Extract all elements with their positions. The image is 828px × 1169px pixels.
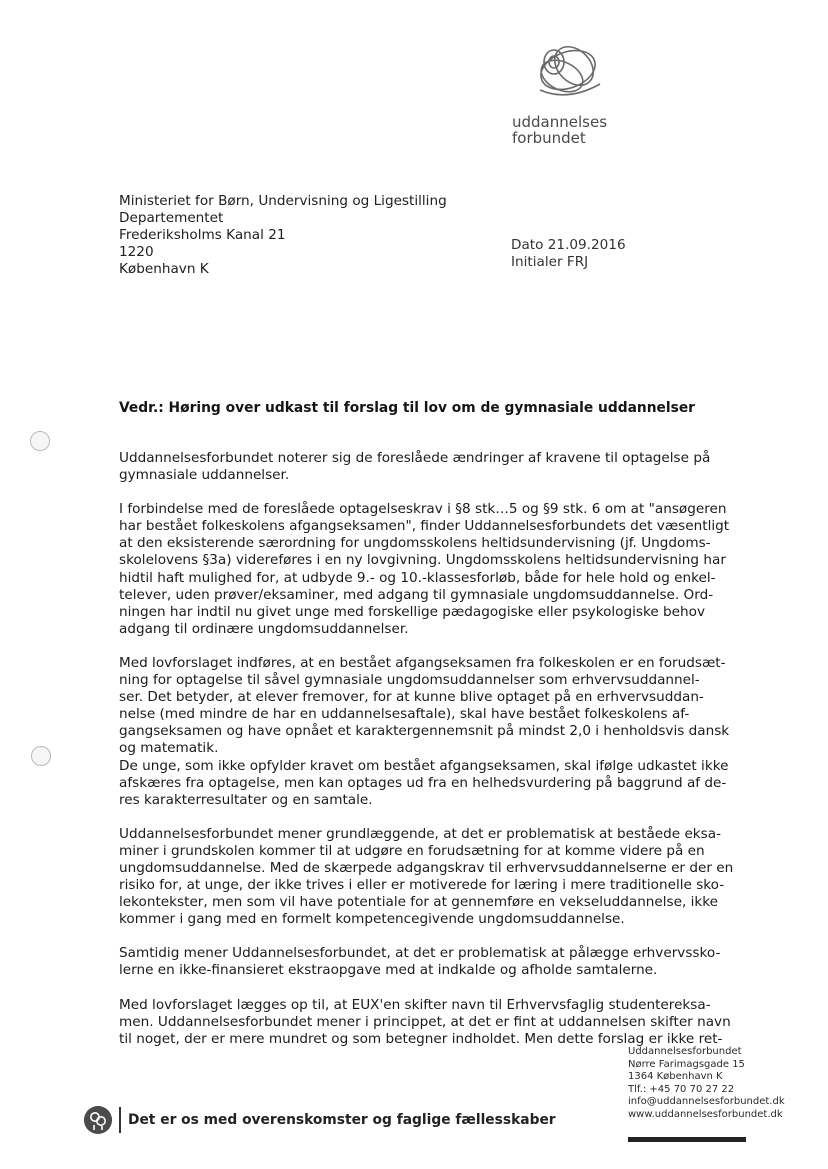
text-line: gymnasiale uddannelser.	[119, 467, 290, 484]
text-line: gangseksamen og have opnået et karaktergennemsnit på mindst 2,0 i henholdsvis dansk	[119, 723, 730, 740]
paragraph-7	[119, 997, 731, 1048]
address-line: 1220	[119, 244, 154, 260]
text-line: ningen har indtil nu givet unge med forskellige pædagogiske eller psykologiske behov	[119, 603, 706, 620]
text-line: lekontekster, men som vil have potentiale for at gennemføre en vekseluddannelse, ikke	[119, 894, 719, 911]
footer-web[interactable]: www.uddannelsesforbundet.dk	[628, 1108, 783, 1120]
text-line: telever, uden prøver/eksaminer, med adgang til gymnasiale ungdomsuddannelse. Ord-	[119, 586, 714, 603]
text-line: risiko for, at unge, der ikke trives i eller er motiverede for læring i mere traditionelle sko-	[119, 877, 725, 894]
text-line: hidtil haft mulighed for, at udbyde 9.- og 10.-klassesforløb, både for hele hold og enkel-	[119, 569, 716, 586]
text-line: Uddannelsesforbundet mener grundlæggende, at det er problematisk at beståede eksa-	[119, 825, 722, 842]
text-line: adgang til ordinære ungdomsuddannelser.	[119, 620, 409, 637]
text-line: har bestået folkeskolens afgangseksamen", finder Uddannelsesforbundets det væsentligt	[119, 518, 730, 535]
punch-hole-icon	[31, 746, 51, 766]
text-line: til noget, der er mere mundret og som betegner indholdet. Men dette forslag er ikke ret-	[119, 1030, 723, 1047]
text-line: afskæres fra optagelse, men kan optages ud fra en helhedsvurdering på baggrund af de-	[119, 774, 727, 791]
logo-wordmark	[512, 114, 607, 146]
text-line: ungdomsuddannelse. Med de skærpede adgangskrav til erhvervsuddannelserne er der en	[119, 859, 734, 876]
text-line: ning for optagelse til såvel gymnasiale ungdomsuddannelser som erhvervsuddannel-	[119, 672, 700, 689]
text-line: skolelovens §3a) videreføres i en ny lovgivning. Ungdomsskolens heltidsundervisning har	[119, 552, 726, 569]
footer-divider	[628, 1137, 746, 1142]
text-line: lerne en ikke-finansieret ekstraopgave med at indkalde og afholde samtalerne.	[119, 962, 658, 979]
footer-street: Nørre Farimagsgade 15	[628, 1058, 745, 1070]
text-line: Med lovforslaget indføres, at en bestået afgangseksamen fra folkeskolen er en forudsæt-	[119, 654, 726, 671]
text-line: De unge, som ikke opfylder kravet om bestået afgangseksamen, skal ifølge udkastet ikke	[119, 757, 729, 774]
address-line: Ministeriet for Børn, Undervisning og Ligestilling	[119, 193, 447, 209]
footer-slogan: Det er os med overenskomster og faglige fællesskaber	[128, 1112, 556, 1128]
slogan-divider	[119, 1107, 121, 1133]
address-line: Frederiksholms Kanal 21	[119, 227, 286, 243]
logo-line-2: forbundet	[512, 129, 586, 147]
paragraph-5	[119, 825, 734, 929]
footer-email[interactable]: info@uddannelsesforbundet.dk	[628, 1096, 785, 1108]
text-line: Med lovforslaget lægges op til, at EUX'en skifter navn til Erhvervsfaglig studentereksa-	[119, 996, 711, 1013]
text-line: nelse (med mindre de har en uddannelsesaftale), skal have bestået folkeskolens af-	[119, 706, 690, 723]
paragraph-4	[119, 758, 731, 809]
paragraph-1	[119, 450, 731, 484]
text-line: kommer i gang med en formelt kompetencegivende ungdomsuddannelse.	[119, 911, 625, 928]
footer-phone: Tlf.: +45 70 70 27 22	[628, 1083, 735, 1095]
letter-body	[119, 450, 734, 1048]
union-emblem-icon	[84, 1106, 112, 1134]
letter-subject: Vedr.: Høring over udkast til forslag til lov om de gymnasiale uddannelser	[119, 400, 695, 416]
text-line: Samtidig mener Uddannelsesforbundet, at det er problematisk at pålægge erhvervssko-	[119, 945, 721, 962]
letter-meta	[511, 237, 626, 271]
text-line: og matematik.	[119, 740, 219, 757]
text-line: Uddannelsesforbundet noterer sig de foreslåede ændringer af kravene til optagelse på	[119, 450, 711, 466]
paragraph-3	[119, 655, 731, 758]
text-line: I forbindelse med de foreslåede optagelseskrav i §8 stk…5 og §9 stk. 6 om at "ansøgeren	[119, 501, 727, 518]
recipient-address	[119, 193, 447, 278]
paragraph-2	[119, 501, 731, 638]
footer-city: 1364 København K	[628, 1071, 723, 1083]
text-line: res karakterresultater og en samtale.	[119, 791, 373, 808]
letter-date: Dato 21.09.2016	[511, 237, 626, 253]
uddannelsesforbundet-logo-icon	[530, 40, 610, 110]
logo-line-1: uddannelses	[512, 113, 608, 131]
address-line: København K	[119, 261, 209, 277]
address-line: Departementet	[119, 210, 224, 226]
text-line: at den eksisterende særordning for ungdomsskolens heltidsundervisning (jf. Ungdoms-	[119, 535, 711, 552]
text-line: ser. Det betyder, at elever fremover, for at kunne blive optaget på en erhvervsuddan-	[119, 689, 704, 706]
footer-org: Uddannelsesforbundet	[628, 1046, 742, 1057]
letter-initials: Initialer FRJ	[511, 254, 589, 270]
punch-hole-icon	[30, 431, 50, 451]
text-line: miner i grundskolen kommer til at udgøre en forudsætning for at komme videre på en	[119, 842, 705, 859]
paragraph-6	[119, 945, 731, 979]
text-line: men. Uddannelsesforbundet mener i princippet, at det er fint at uddannelsen skifter navn	[119, 1013, 731, 1030]
footer-address	[628, 1046, 785, 1122]
